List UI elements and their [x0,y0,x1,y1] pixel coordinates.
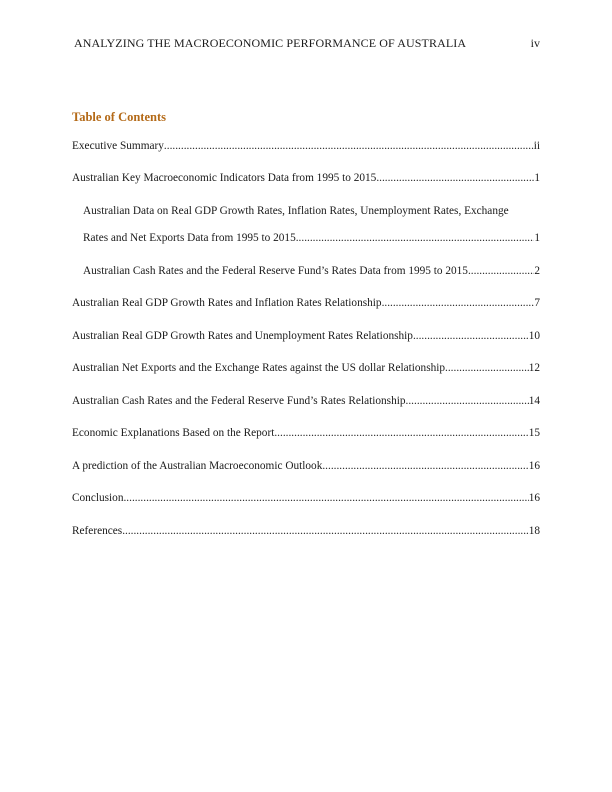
toc-leader-dots [123,491,528,505]
toc-leader-dots [122,524,529,538]
toc-page-number: 18 [528,525,540,537]
toc-entry-label: Australian Key Macroeconomic Indicators Data from 1995 to 2015 [72,172,377,184]
toc-entry-real-gdp-data-line1[interactable]: Australian Data on Real GDP Growth Rates, Inflation Rates, Unemployment Rates, Exchange [83,205,509,217]
toc-leader-dots [322,459,528,473]
toc-page-number: 16 [528,492,540,504]
toc-entry-gdp-inflation[interactable] [72,296,540,310]
toc-entry-real-gdp-data[interactable] [83,231,540,245]
toc-entry-label: Executive Summary [72,140,164,152]
toc-entry-key-indicators[interactable] [72,171,540,185]
toc-leader-dots [445,361,529,375]
toc-leader-dots [164,139,534,153]
toc-entry-label: Australian Real GDP Growth Rates and Inflation Rates Relationship [72,297,382,309]
toc-page-number: ii [533,140,540,152]
toc-entry-gdp-unemployment[interactable] [72,329,540,343]
toc-heading: Table of Contents [72,110,166,124]
toc-entry-label: Australian Cash Rates and the Federal Reserve Fund’s Rates Data from 1995 to 2015 [83,265,468,277]
toc-entry-cash-rates-relationship[interactable] [72,394,540,408]
toc-entry-label: Australian Cash Rates and the Federal Reserve Fund’s Rates Relationship [72,395,406,407]
toc-entry-net-exports-exchange[interactable] [72,361,540,375]
running-head: ANALYZING THE MACROECONOMIC PERFORMANCE OF AUSTRALIA [74,36,467,50]
toc-leader-dots [413,329,529,343]
toc-entry-executive-summary[interactable] [72,139,540,153]
toc-entry-label: Economic Explanations Based on the Report [72,427,275,439]
toc-leader-dots [296,231,535,245]
toc-page-number: 2 [534,265,540,277]
toc-entry-economic-explanations[interactable] [72,426,540,440]
toc-page-number: 1 [534,172,540,184]
toc-leader-dots [468,264,534,278]
toc-entry-label: Australian Real GDP Growth Rates and Unemployment Rates Relationship [72,330,413,342]
toc-leader-dots [274,426,528,440]
toc-entry-references[interactable] [72,524,540,538]
toc-entry-label: Conclusion [72,492,124,504]
toc-entry-label: Rates and Net Exports Data from 1995 to 2015 [83,232,296,244]
toc-entry-conclusion[interactable] [72,491,540,505]
toc-page-number: 7 [534,297,540,309]
toc-leader-dots [376,171,534,185]
page-number: iv [530,36,540,50]
toc-page-number: 10 [528,330,540,342]
toc-page-number: 15 [528,427,540,439]
toc-entry-label: Australian Net Exports and the Exchange Rates against the US dollar Relationship [72,362,446,374]
toc-page-number: 16 [528,460,540,472]
toc-entry-label: A prediction of the Australian Macroeconomic Outlook [72,460,323,472]
toc-page-number: 14 [528,395,540,407]
toc-entry-label: References [72,525,123,537]
toc-page-number: 1 [534,232,540,244]
toc-entry-cash-rates-data[interactable] [83,264,540,278]
toc-leader-dots [406,394,529,408]
toc-entry-prediction[interactable] [72,459,540,473]
toc-page-number: 12 [528,362,540,374]
toc-leader-dots [382,296,535,310]
